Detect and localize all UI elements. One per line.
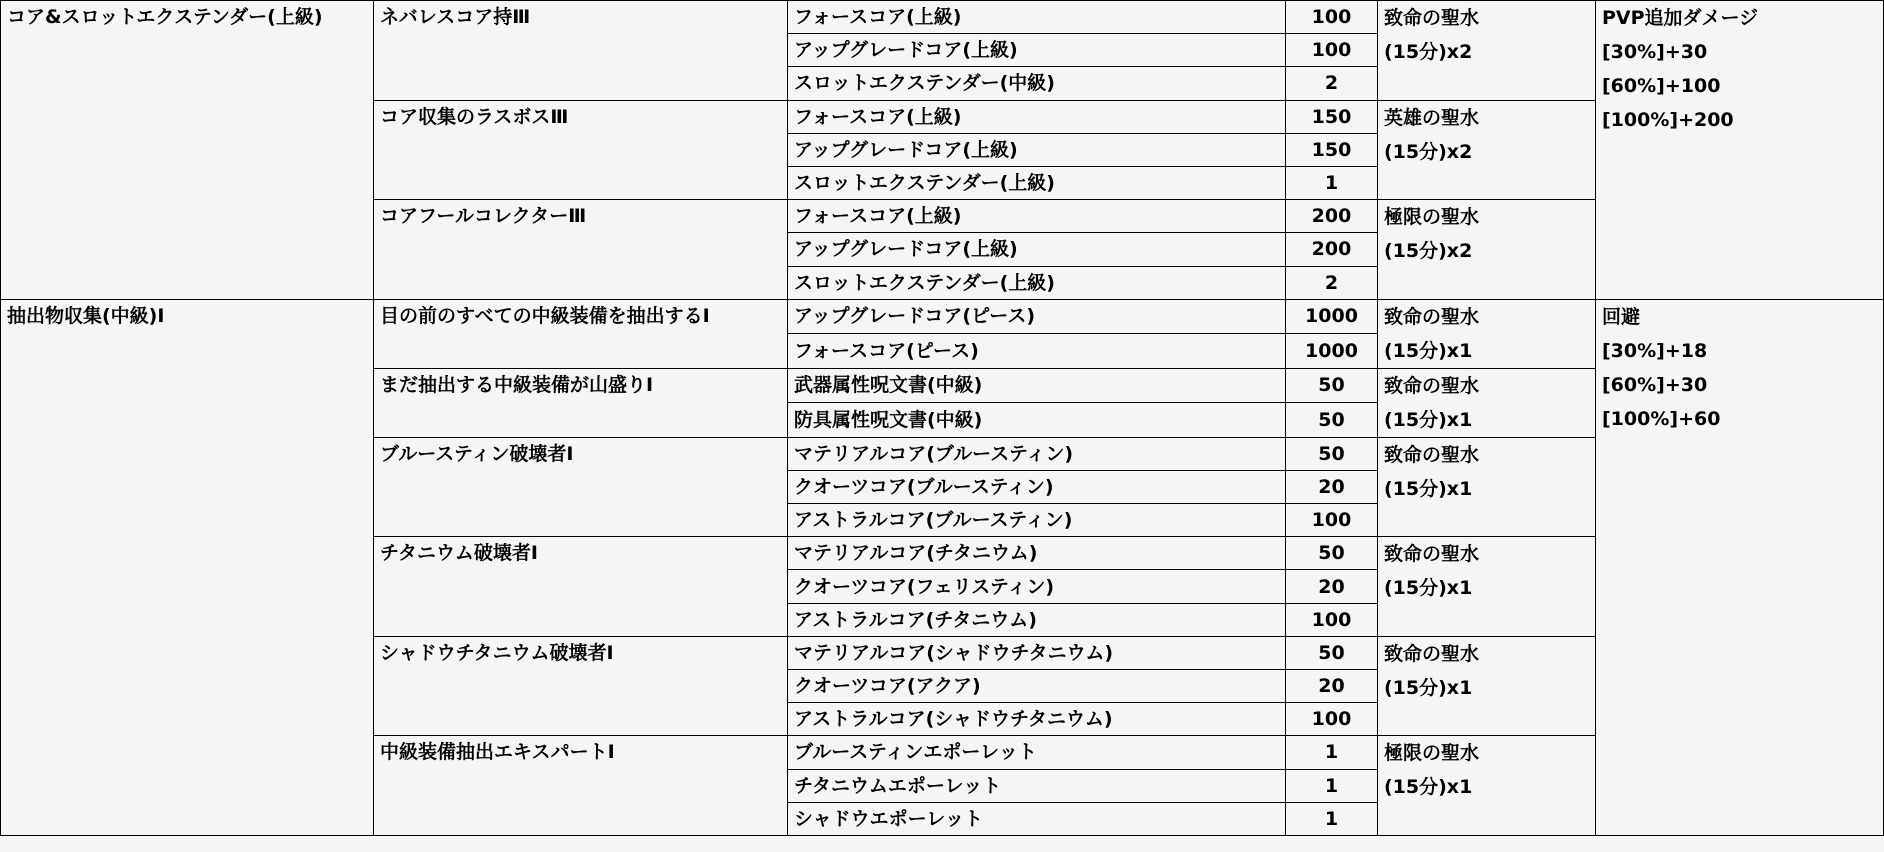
item-qty-cell: 1: [1286, 769, 1378, 802]
item-qty-cell: 150: [1286, 100, 1378, 133]
reward-name: 致命の聖水: [1384, 374, 1480, 397]
item-qty-cell: 1: [1286, 802, 1378, 835]
reward-duration: (15分)x1: [1384, 477, 1473, 500]
reward-cell: [1378, 636, 1596, 736]
effect-cell: [1596, 1, 1884, 300]
reward-duration: (15分)x2: [1384, 140, 1473, 163]
reward-duration: (15分)x2: [1384, 240, 1473, 263]
effect-line: [30%]+30: [1602, 41, 1708, 63]
category-cell: 抽出物収集(中級)Ⅰ: [1, 299, 374, 835]
category-cell: コア&スロットエクステンダー(上級): [1, 1, 374, 300]
item-qty-cell: 100: [1286, 603, 1378, 636]
reward-duration: (15分)x1: [1384, 577, 1473, 600]
effect-line: [100%]+200: [1602, 109, 1734, 131]
item-qty-cell: 50: [1286, 437, 1378, 470]
item-qty-cell: 1000: [1286, 334, 1378, 369]
item-name-cell: マテリアルコア(シャドウチタニウム): [788, 636, 1286, 669]
effect-title: PVP追加ダメージ: [1602, 7, 1759, 29]
reward-name: 致命の聖水: [1384, 443, 1480, 466]
item-name-cell: 武器属性呪文書(中級): [788, 368, 1286, 403]
item-name-cell: チタニウムエポーレット: [788, 769, 1286, 802]
effect-line: [60%]+30: [1602, 373, 1708, 396]
item-qty-cell: 1: [1286, 736, 1378, 769]
item-name-cell: クオーツコア(アクア): [788, 670, 1286, 703]
reward-cell: [1378, 736, 1596, 836]
item-qty-cell: 2: [1286, 266, 1378, 299]
item-name-cell: フォースコア(上級): [788, 1, 1286, 34]
collection-table-body: [1, 1, 1884, 836]
item-qty-cell: 50: [1286, 537, 1378, 570]
item-name-cell: スロットエクステンダー(上級): [788, 266, 1286, 299]
item-qty-cell: 50: [1286, 403, 1378, 438]
item-name-cell: スロットエクステンダー(中級): [788, 67, 1286, 100]
effect-line: [30%]+18: [1602, 339, 1708, 362]
effect-title: 回避: [1602, 305, 1641, 328]
reward-cell: [1378, 299, 1596, 368]
item-name-cell: アストラルコア(チタニウム): [788, 603, 1286, 636]
item-qty-cell: 20: [1286, 570, 1378, 603]
item-qty-cell: 50: [1286, 636, 1378, 669]
mission-name-cell: コアフールコレクターⅢ: [374, 200, 788, 300]
item-name-cell: 防具属性呪文書(中級): [788, 403, 1286, 438]
reward-name: 極限の聖水: [1384, 206, 1480, 229]
mission-name-cell: 中級装備抽出エキスパートⅠ: [374, 736, 788, 836]
item-name-cell: アップグレードコア(上級): [788, 34, 1286, 67]
item-qty-cell: 2: [1286, 67, 1378, 100]
reward-duration: (15分)x1: [1384, 408, 1473, 431]
reward-cell: [1378, 537, 1596, 637]
item-qty-cell: 200: [1286, 200, 1378, 233]
mission-name-cell: シャドウチタニウム破壊者Ⅰ: [374, 636, 788, 736]
reward-cell: [1378, 1, 1596, 101]
reward-name: 英雄の聖水: [1384, 106, 1480, 129]
mission-name-cell: 目の前のすべての中級装備を抽出するⅠ: [374, 299, 788, 368]
item-name-cell: フォースコア(ピース): [788, 334, 1286, 369]
item-qty-cell: 100: [1286, 504, 1378, 537]
item-name-cell: フォースコア(上級): [788, 100, 1286, 133]
item-qty-cell: 1: [1286, 166, 1378, 199]
item-qty-cell: 1000: [1286, 299, 1378, 334]
reward-cell: [1378, 100, 1596, 200]
table-row: [1, 299, 1884, 334]
item-name-cell: スロットエクステンダー(上級): [788, 166, 1286, 199]
item-qty-cell: 150: [1286, 133, 1378, 166]
effect-cell: [1596, 299, 1884, 835]
mission-name-cell: ネバレスコア持Ⅲ: [374, 1, 788, 101]
item-name-cell: アストラルコア(シャドウチタニウム): [788, 703, 1286, 736]
item-name-cell: マテリアルコア(ブルースティン): [788, 437, 1286, 470]
table-row: [1, 1, 1884, 34]
reward-duration: (15分)x1: [1384, 676, 1473, 699]
mission-name-cell: まだ抽出する中級装備が山盛りⅠ: [374, 368, 788, 437]
mission-name-cell: チタニウム破壊者Ⅰ: [374, 537, 788, 637]
item-name-cell: フォースコア(上級): [788, 200, 1286, 233]
mission-name-cell: コア収集のラスボスⅢ: [374, 100, 788, 200]
item-qty-cell: 200: [1286, 233, 1378, 266]
item-name-cell: クオーツコア(ブルースティン): [788, 470, 1286, 503]
reward-cell: [1378, 368, 1596, 437]
reward-name: 致命の聖水: [1384, 305, 1480, 328]
item-name-cell: マテリアルコア(チタニウム): [788, 537, 1286, 570]
effect-line: [100%]+60: [1602, 407, 1721, 430]
item-name-cell: アストラルコア(ブルースティン): [788, 504, 1286, 537]
reward-name: 致命の聖水: [1384, 642, 1480, 665]
mission-name-cell: ブルースティン破壊者Ⅰ: [374, 437, 788, 537]
reward-duration: (15分)x2: [1384, 41, 1473, 63]
item-name-cell: アップグレードコア(上級): [788, 233, 1286, 266]
effect-line: [60%]+100: [1602, 75, 1721, 97]
item-qty-cell: 20: [1286, 470, 1378, 503]
item-name-cell: アップグレードコア(ピース): [788, 299, 1286, 334]
reward-cell: [1378, 200, 1596, 300]
item-qty-cell: 100: [1286, 1, 1378, 34]
reward-cell: [1378, 437, 1596, 537]
item-name-cell: シャドウエポーレット: [788, 802, 1286, 835]
item-qty-cell: 100: [1286, 34, 1378, 67]
item-name-cell: ブルースティンエポーレット: [788, 736, 1286, 769]
item-name-cell: クオーツコア(フェリスティン): [788, 570, 1286, 603]
item-qty-cell: 100: [1286, 703, 1378, 736]
reward-name: 極限の聖水: [1384, 742, 1480, 765]
reward-name: 致命の聖水: [1384, 7, 1480, 29]
item-qty-cell: 20: [1286, 670, 1378, 703]
item-name-cell: アップグレードコア(上級): [788, 133, 1286, 166]
reward-duration: (15分)x1: [1384, 776, 1473, 799]
item-qty-cell: 50: [1286, 368, 1378, 403]
reward-duration: (15分)x1: [1384, 339, 1473, 362]
reward-name: 致命の聖水: [1384, 543, 1480, 566]
